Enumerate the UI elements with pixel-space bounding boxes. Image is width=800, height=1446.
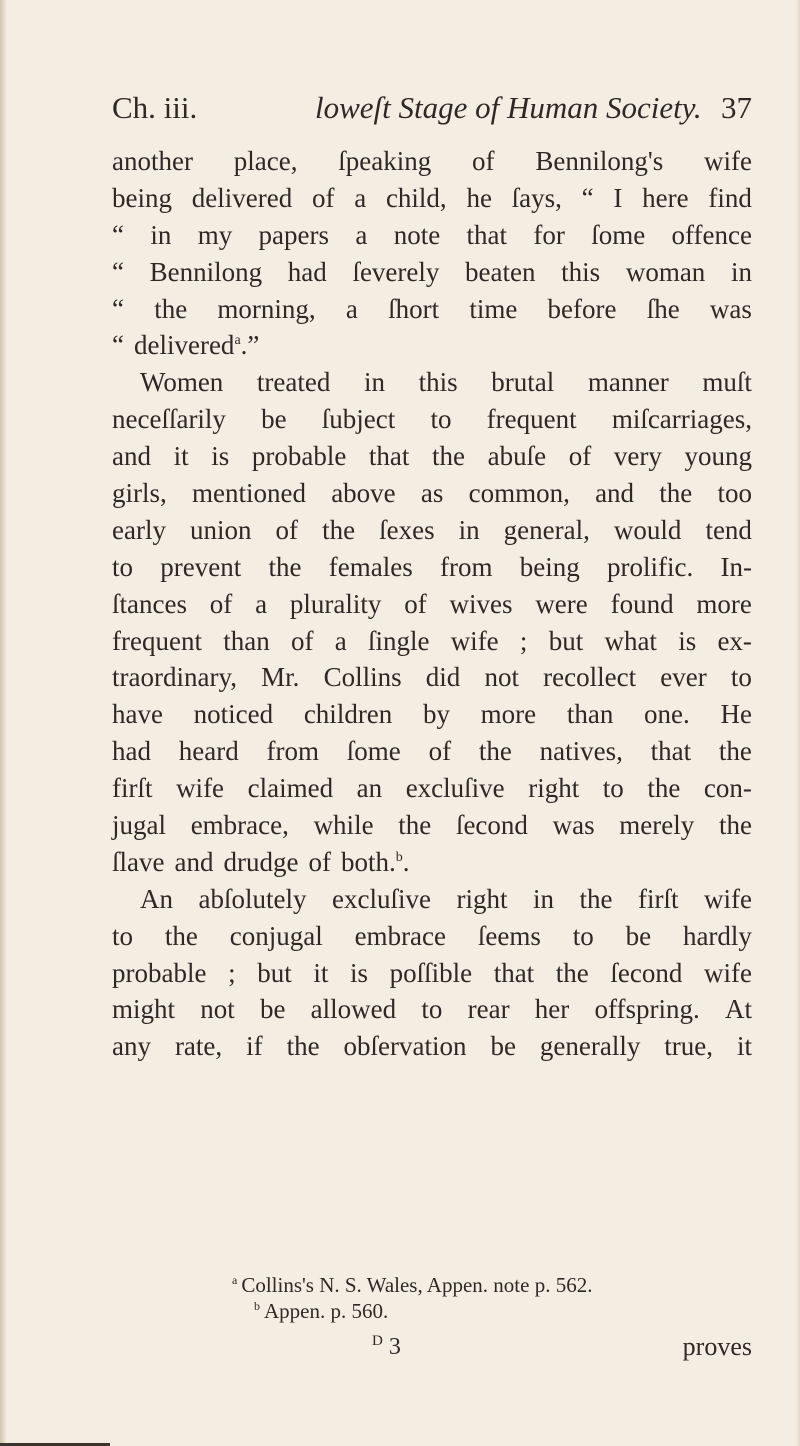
text-line: [112, 291, 752, 328]
word: general,: [503, 514, 590, 545]
word: females: [328, 551, 413, 582]
word: ever: [660, 662, 707, 693]
word: here: [642, 182, 689, 213]
footnote-mark: b: [254, 1299, 260, 1313]
catchword: proves: [682, 1332, 752, 1361]
word: the: [322, 514, 356, 545]
word: probable: [112, 957, 207, 988]
word: that: [650, 736, 692, 767]
word: girls,: [112, 478, 167, 509]
text-line: [112, 918, 752, 955]
word: if: [246, 1031, 263, 1062]
word: one.: [644, 699, 690, 730]
word: my: [197, 219, 233, 250]
word: con-: [703, 773, 752, 804]
word: prolific.: [607, 551, 694, 582]
word: is: [211, 441, 230, 472]
word: At: [724, 994, 752, 1025]
word: ſeverely: [352, 256, 440, 287]
word: the: [164, 920, 198, 951]
word: the: [718, 810, 752, 841]
word: to: [421, 994, 443, 1025]
word: ſpeaking: [338, 146, 432, 176]
word: of: [308, 846, 331, 877]
text-line: [112, 770, 752, 807]
word: early: [112, 514, 166, 545]
word: ſingle: [367, 625, 430, 656]
word: An: [140, 883, 173, 914]
word: Bennilong: [149, 256, 263, 287]
footnotes: [232, 1272, 752, 1324]
word: right: [528, 773, 580, 804]
word: a: [255, 588, 268, 619]
word: abuſe: [487, 441, 547, 472]
word: of: [275, 514, 299, 545]
word: wife: [704, 957, 752, 988]
word: hardly: [682, 920, 752, 951]
word: obſervation: [343, 1031, 467, 1062]
word: he: [466, 182, 492, 213]
word: brutal: [491, 367, 555, 398]
word: not: [200, 994, 235, 1025]
word: to: [430, 404, 452, 435]
word: the: [286, 1031, 320, 1062]
text-line: [112, 991, 752, 1028]
signature-line: [372, 1330, 752, 1364]
word: of: [428, 736, 452, 767]
footnote-text: Appen. p. 560.: [264, 1299, 389, 1323]
word: embrace,: [190, 810, 289, 841]
text-line: [112, 512, 752, 549]
word: true,: [664, 1031, 714, 1062]
text-line: [112, 549, 752, 586]
text-line: [112, 327, 752, 364]
text-line: [112, 955, 752, 992]
word: it: [173, 441, 189, 472]
text-line: [112, 364, 752, 401]
punctuation: .: [402, 846, 410, 877]
word: wife: [704, 146, 752, 176]
word: be: [259, 994, 286, 1025]
word: offence: [671, 219, 752, 250]
word: rear: [467, 994, 510, 1025]
word: for: [533, 219, 565, 250]
page-edge-left: [0, 0, 6, 1446]
word: of: [472, 146, 495, 176]
word: not: [484, 662, 519, 693]
word: the: [647, 773, 681, 804]
text-line: [112, 659, 752, 696]
word: above: [331, 478, 396, 509]
word: was: [552, 810, 595, 841]
word: “: [581, 182, 594, 213]
word: the: [478, 736, 512, 767]
word: conjugal: [229, 920, 323, 951]
word: plurality: [289, 588, 382, 619]
word: ſome: [591, 219, 646, 250]
word: and: [595, 478, 635, 509]
word: “: [112, 256, 124, 287]
word: “: [112, 293, 124, 324]
word: “: [112, 219, 124, 250]
word: firſt: [637, 883, 679, 914]
word: might: [112, 994, 176, 1025]
text-line: [112, 844, 752, 881]
word: than: [223, 625, 270, 656]
footnote-b: [232, 1298, 752, 1324]
word: to: [602, 773, 624, 804]
word: Mr.: [261, 662, 300, 693]
word: in: [730, 256, 752, 287]
page-number: 37: [721, 90, 752, 125]
word: any: [112, 1031, 151, 1062]
word: being: [112, 182, 172, 213]
word: ſhe: [646, 293, 680, 324]
word: treated: [256, 367, 331, 398]
word: from: [266, 736, 319, 767]
word: was: [709, 293, 752, 324]
page-edge-right: [796, 0, 800, 1446]
word: had: [112, 736, 151, 767]
word: more: [480, 699, 537, 730]
text-line: [112, 807, 752, 844]
text-line: [112, 1028, 752, 1065]
word: but: [257, 957, 292, 988]
word: I: [613, 182, 623, 213]
running-head: [112, 88, 752, 128]
word: from: [440, 551, 493, 582]
word: Bennilong's: [535, 146, 664, 176]
text-line: [112, 733, 752, 770]
word: the: [579, 883, 613, 914]
word: wife: [450, 625, 499, 656]
word: this: [418, 367, 458, 398]
word: noticed: [193, 699, 274, 730]
running-title: loweſt Stage of Human Society.: [315, 90, 702, 125]
word: did: [425, 662, 461, 693]
word: delivered$^a$.”: [133, 330, 260, 361]
word: recollect: [543, 662, 637, 693]
word: found: [610, 588, 674, 619]
word: that: [493, 957, 535, 988]
word: miſcarriages,: [611, 404, 752, 435]
word: probable: [251, 441, 347, 472]
word: an: [356, 773, 383, 804]
word: both.$^b$.: [340, 846, 410, 877]
word: ;: [519, 625, 528, 656]
word: ſecond: [610, 957, 683, 988]
word: allowed: [310, 994, 397, 1025]
word: rate,: [174, 1031, 223, 1062]
signature-letter: D: [372, 1333, 383, 1349]
word: it: [313, 957, 329, 988]
word: delivered: [191, 182, 293, 213]
word: it: [736, 1031, 752, 1062]
word: in: [363, 367, 385, 398]
word: excluſive: [405, 773, 505, 804]
word: heard: [178, 736, 239, 767]
text-line: [112, 180, 752, 217]
word: In-: [720, 551, 752, 582]
footnote-reference: b: [395, 849, 403, 865]
text-line: [112, 401, 752, 438]
word: as: [420, 478, 444, 509]
word: jugal: [112, 810, 166, 841]
word: neceſſarily: [112, 404, 226, 435]
word: “: [112, 330, 124, 361]
word: child,: [385, 182, 447, 213]
word: ex-: [717, 625, 752, 656]
word: a: [354, 182, 367, 213]
word: and: [112, 441, 151, 472]
text-line: [112, 586, 752, 623]
word: ſome: [346, 736, 401, 767]
text-line: [112, 623, 752, 660]
chapter-label: Ch. iii.: [112, 90, 198, 125]
word: He: [720, 699, 752, 730]
text-line: [112, 475, 752, 512]
punctuation: .”: [240, 330, 260, 361]
word: note: [393, 219, 441, 250]
word: to: [572, 920, 594, 951]
word: her: [534, 994, 570, 1025]
word: tend: [705, 514, 752, 545]
word: be: [625, 920, 652, 951]
word: poſſible: [389, 957, 473, 988]
word: union: [190, 514, 252, 545]
word: excluſive: [331, 883, 431, 914]
word: to: [112, 920, 134, 951]
word: very: [613, 441, 662, 472]
word: frequent: [112, 625, 202, 656]
word: beaten: [465, 256, 536, 287]
word: ſays,: [511, 182, 562, 213]
word: were: [535, 588, 588, 619]
word: being: [519, 551, 580, 582]
footnote-mark: a: [232, 1273, 238, 1287]
word: claimed: [247, 773, 334, 804]
signature-number: 3: [388, 1334, 401, 1360]
word: would: [613, 514, 682, 545]
word: wives: [449, 588, 513, 619]
word: find: [708, 182, 752, 213]
word: the: [659, 478, 693, 509]
word: to: [112, 551, 134, 582]
word: the: [268, 551, 302, 582]
text-line: [112, 696, 752, 733]
word: that: [466, 219, 508, 250]
word: drudge: [223, 846, 299, 877]
word: the: [718, 736, 752, 767]
word: ſtances: [112, 588, 187, 619]
footnote-a: [232, 1272, 752, 1298]
word: in: [458, 514, 480, 545]
word: of: [568, 441, 592, 472]
word: another: [112, 146, 193, 176]
word: frequent: [486, 404, 577, 435]
word: morning,: [217, 293, 316, 324]
word: to: [730, 662, 752, 693]
word: Women: [140, 367, 224, 398]
word: a: [345, 293, 358, 324]
text-line: [112, 881, 752, 918]
word: muſt: [702, 367, 752, 398]
word: embrace: [354, 920, 447, 951]
word: the: [398, 810, 432, 841]
word: ſhort: [388, 293, 440, 324]
word: children: [303, 699, 393, 730]
word: of: [311, 182, 335, 213]
word: generally: [539, 1031, 641, 1062]
word: too: [717, 478, 752, 509]
text-line: [112, 438, 752, 475]
word: be: [261, 404, 287, 435]
word: wife: [703, 883, 752, 914]
word: prevent: [160, 551, 242, 582]
word: that: [368, 441, 410, 472]
word: of: [209, 588, 233, 619]
word: Collins: [323, 662, 402, 693]
word: more: [696, 588, 752, 619]
word: and: [174, 846, 214, 877]
word: than: [566, 699, 614, 730]
word: young: [684, 441, 752, 472]
word: traordinary,: [112, 662, 237, 693]
word: common,: [468, 478, 570, 509]
word: the: [432, 441, 466, 472]
word: ſlave: [112, 846, 165, 877]
word: ſubject: [321, 404, 396, 435]
word: papers: [258, 219, 330, 250]
word: ;: [228, 957, 236, 988]
word: ſexes: [379, 514, 435, 545]
word: have: [112, 699, 163, 730]
word: by: [422, 699, 450, 730]
body-text: [112, 143, 752, 1065]
word: but: [548, 625, 584, 656]
word: is: [678, 625, 697, 656]
word: abſolutely: [198, 883, 307, 914]
word: manner: [587, 367, 669, 398]
footnote-text: Collins's N. S. Wales, Appen. note p. 562.: [241, 1273, 593, 1297]
word: a: [355, 219, 368, 250]
word: merely: [619, 810, 695, 841]
word: time: [469, 293, 518, 324]
word: of: [290, 625, 314, 656]
word: be: [490, 1031, 516, 1062]
word: mentioned: [191, 478, 306, 509]
word: of: [404, 588, 427, 619]
word: place,: [233, 146, 298, 176]
word: woman: [625, 256, 706, 287]
text-line: [112, 217, 752, 254]
word: what: [604, 625, 657, 656]
word: the: [555, 957, 589, 988]
word: ſecond: [455, 810, 528, 841]
word: right: [456, 883, 508, 914]
footnote-reference: a: [234, 333, 241, 349]
text-line: [112, 143, 752, 180]
word: while: [313, 810, 374, 841]
word: the: [154, 293, 188, 324]
text-line: [112, 254, 752, 291]
word: firſt: [112, 773, 153, 804]
word: before: [547, 293, 617, 324]
word: is: [349, 957, 368, 988]
word: had: [287, 256, 327, 287]
word: ſeems: [477, 920, 541, 951]
word: a: [334, 625, 347, 656]
word: in: [532, 883, 554, 914]
word: natives,: [539, 736, 623, 767]
word: wife: [176, 773, 225, 804]
word: this: [561, 256, 601, 287]
signature-mark: [372, 1330, 401, 1364]
word: in: [150, 219, 172, 250]
word: offspring.: [594, 994, 700, 1025]
